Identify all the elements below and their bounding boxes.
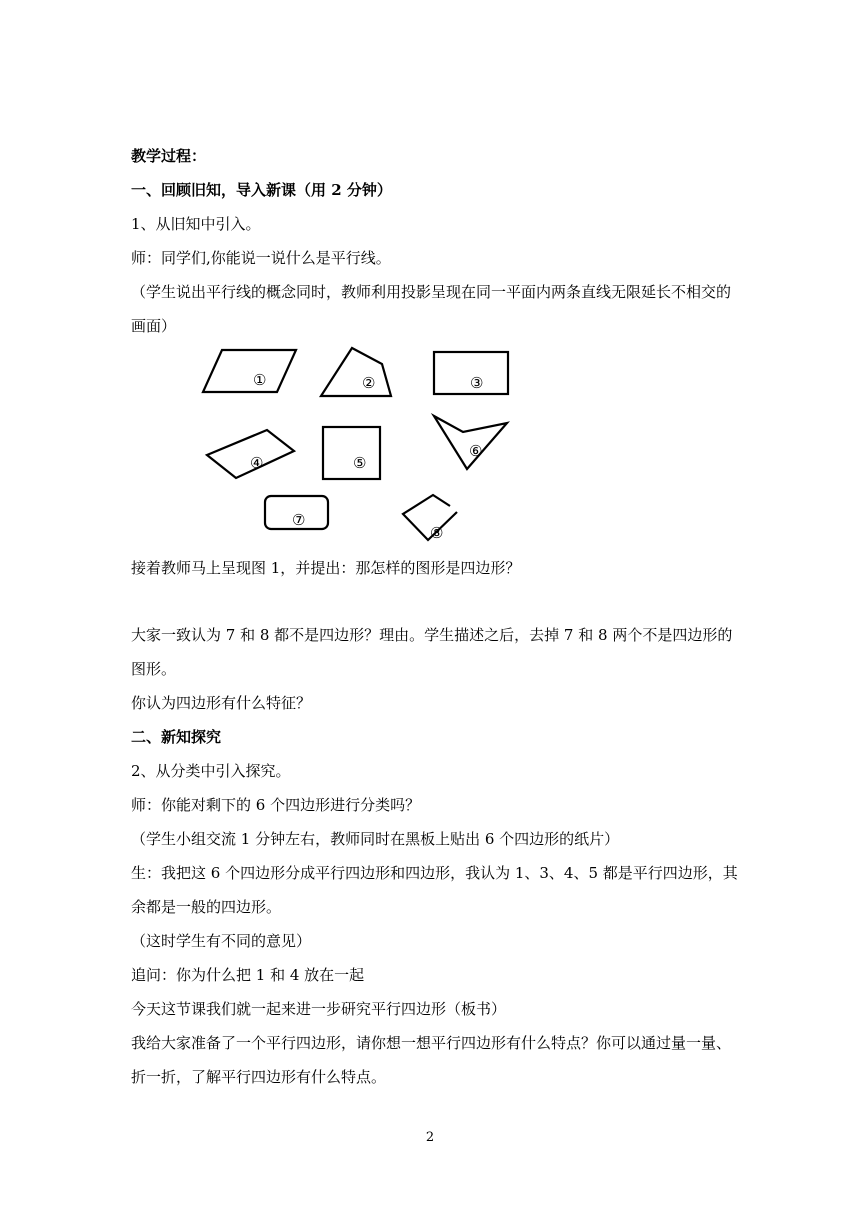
text-line-title: 教学过程：: [131, 147, 207, 165]
text-line: 画面）: [131, 317, 177, 335]
text-line: 图形。: [131, 660, 177, 678]
text-line: 师：同学们,你能说一说什么是平行线。: [131, 249, 391, 267]
shape-label-1: ①: [253, 371, 267, 389]
shape-label-5: ⑤: [353, 454, 367, 472]
shape-label-3: ③: [470, 374, 484, 392]
text-line: （学生说出平行线的概念同时，教师利用投影呈现在同一平面内两条直线无限延长不相交的: [131, 283, 732, 301]
text-line: 今天这节课我们就一起来进一步研究平行四边形（板书）: [131, 1000, 507, 1018]
quadrilateral-figure: [190, 338, 530, 553]
text-line: 大家一致认为 7 和 8 都不是四边形？理由。学生描述之后，去掉 7 和 8 两个不是四边形的: [131, 626, 733, 644]
text-line: 余都是一般的四边形。: [131, 898, 282, 916]
shape-2-quadrilateral: [321, 348, 391, 396]
page-number: 2: [425, 1130, 435, 1145]
shape-label-8: ⑧: [430, 524, 444, 542]
text-line: 接着教师马上呈现图 1，并提出：那怎样的图形是四边形？: [131, 559, 521, 577]
text-line: 你认为四边形有什么特征？: [131, 694, 312, 712]
shape-label-7: ⑦: [292, 511, 306, 529]
text-line: 折一折，了解平行四边形有什么特点。: [131, 1068, 387, 1086]
shape-5-square: [323, 427, 380, 479]
text-line: 2、从分类中引入探究。: [131, 762, 291, 780]
text-line: 我给大家准备了一个平行四边形，请你想一想平行四边形有什么特点？你可以通过量一量、: [131, 1034, 732, 1052]
shape-1-parallelogram: [203, 350, 296, 392]
text-line: 追问：你为什么把 1 和 4 放在一起: [131, 966, 365, 984]
section-heading-2: 二、新知探究: [131, 728, 222, 746]
text-line: 师：你能对剩下的 6 个四边形进行分类吗？: [131, 796, 421, 814]
text-line: （这时学生有不同的意见）: [131, 932, 312, 950]
text-line: （学生小组交流 1 分钟左右，教师同时在黑板上贴出 6 个四边形的纸片）: [131, 830, 620, 848]
section-heading-1: 一、回顾旧知，导入新课（用 2 分钟）: [131, 181, 392, 199]
text-line: 生：我把这 6 个四边形分成平行四边形和四边形，我认为 1、3、4、5 都是平行四边形，其: [131, 864, 738, 882]
shape-label-2: ②: [362, 374, 376, 392]
shape-label-6: ⑥: [469, 442, 483, 460]
text-line: 1、从旧知中引入。: [131, 215, 261, 233]
shape-label-4: ④: [250, 454, 264, 472]
